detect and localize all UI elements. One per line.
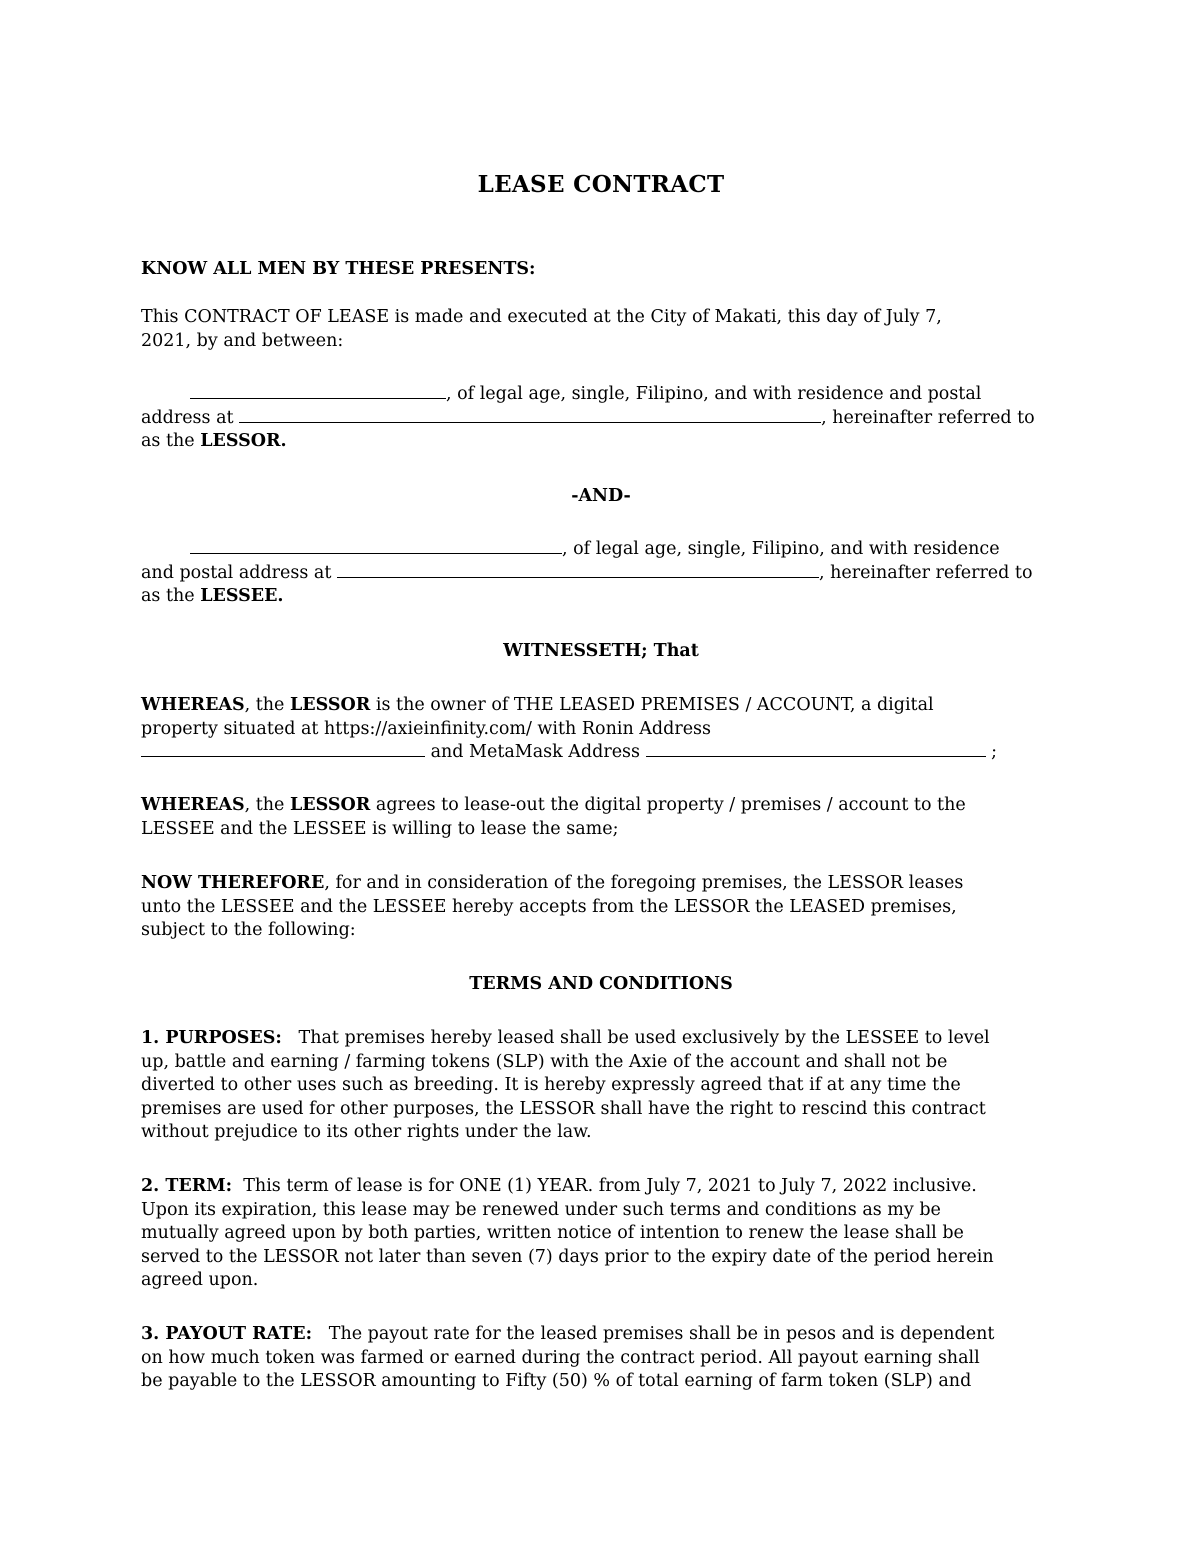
clause-payout-rate: 3. PAYOUT RATE: The payout rate for the leased premises shall be in pesos and is dependent on how much token was farmed or earned during the contract period. All payout earning shall be payable to the LESSOR amounting to Fifty (50) % of total earning of farm token (SLP) and	[141, 1324, 995, 1391]
clause-purposes: 1. PURPOSES: That premises hereby leased shall be used exclusively by the LESSEE to level up, battle and earning / farming tokens (SLP) with the Axie of the account and shall not be diverted to other uses such as breeding. It is hereby expressly agreed that if at any time the premises are used for other purposes, the LESSOR shall have the right to rescind this contract without prejudice to its other rights under the law.	[141, 1028, 990, 1142]
lessee-address-blank[interactable]	[337, 563, 819, 578]
and-separator: -AND-	[571, 486, 631, 506]
now-therefore-paragraph: NOW THEREFORE, for and in consideration of the foregoing premises, the LESSOR leases unto the LESSEE and the LESSEE hereby accepts from the LESSOR the LEASED premises, subject to the following:	[141, 873, 964, 940]
whereas-paragraph-2: WHEREAS, the LESSOR agrees to lease-out the digital property / premises / account to the LESSEE and the LESSEE is willing to lease the same;	[141, 795, 966, 839]
know-all-heading: KNOW ALL MEN BY THESE PRESENTS:	[141, 259, 536, 279]
ronin-address-blank[interactable]	[141, 742, 425, 757]
intro-paragraph: This CONTRACT OF LEASE is made and executed at the City of Makati, this day of July 7, 2021, by and between:	[141, 307, 942, 351]
lessor-paragraph: , of legal age, single, Filipino, and with residence and postal address at , hereinafter referred to as the LESSOR.	[141, 384, 1035, 451]
lessee-paragraph: , of legal age, single, Filipino, and with residence and postal address at , hereinafter referred to as the LESSEE.	[141, 539, 1033, 606]
lessee-role: LESSEE.	[200, 586, 284, 606]
lessor-address-blank[interactable]	[239, 408, 821, 423]
terms-heading: TERMS AND CONDITIONS	[469, 974, 733, 994]
lessee-name-blank[interactable]	[190, 539, 562, 554]
whereas-paragraph-1: WHEREAS, the LESSOR is the owner of THE LEASED PREMISES / ACCOUNT, a digital property situated at https://axieinfinity.com/ with Ronin Address and MetaMask Address ;	[141, 695, 998, 762]
clause-term: 2. TERM: This term of lease is for ONE (1) YEAR. from July 7, 2021 to July 7, 2022 inclusive. Upon its expiration, this lease may be renewed under such terms and conditions as my be mutually agreed upon by both parties, written notice of intention to renew the lease shall be served to the LESSOR not later than seven (7) days prior to the expiry date of the period herein agreed upon.	[141, 1176, 994, 1290]
lessor-name-blank[interactable]	[190, 384, 446, 399]
metamask-address-blank[interactable]	[646, 742, 986, 757]
document-title: LEASE CONTRACT	[477, 171, 725, 198]
lessor-role: LESSOR.	[200, 431, 287, 451]
witnesseth-heading: WITNESSETH; That	[503, 641, 699, 661]
